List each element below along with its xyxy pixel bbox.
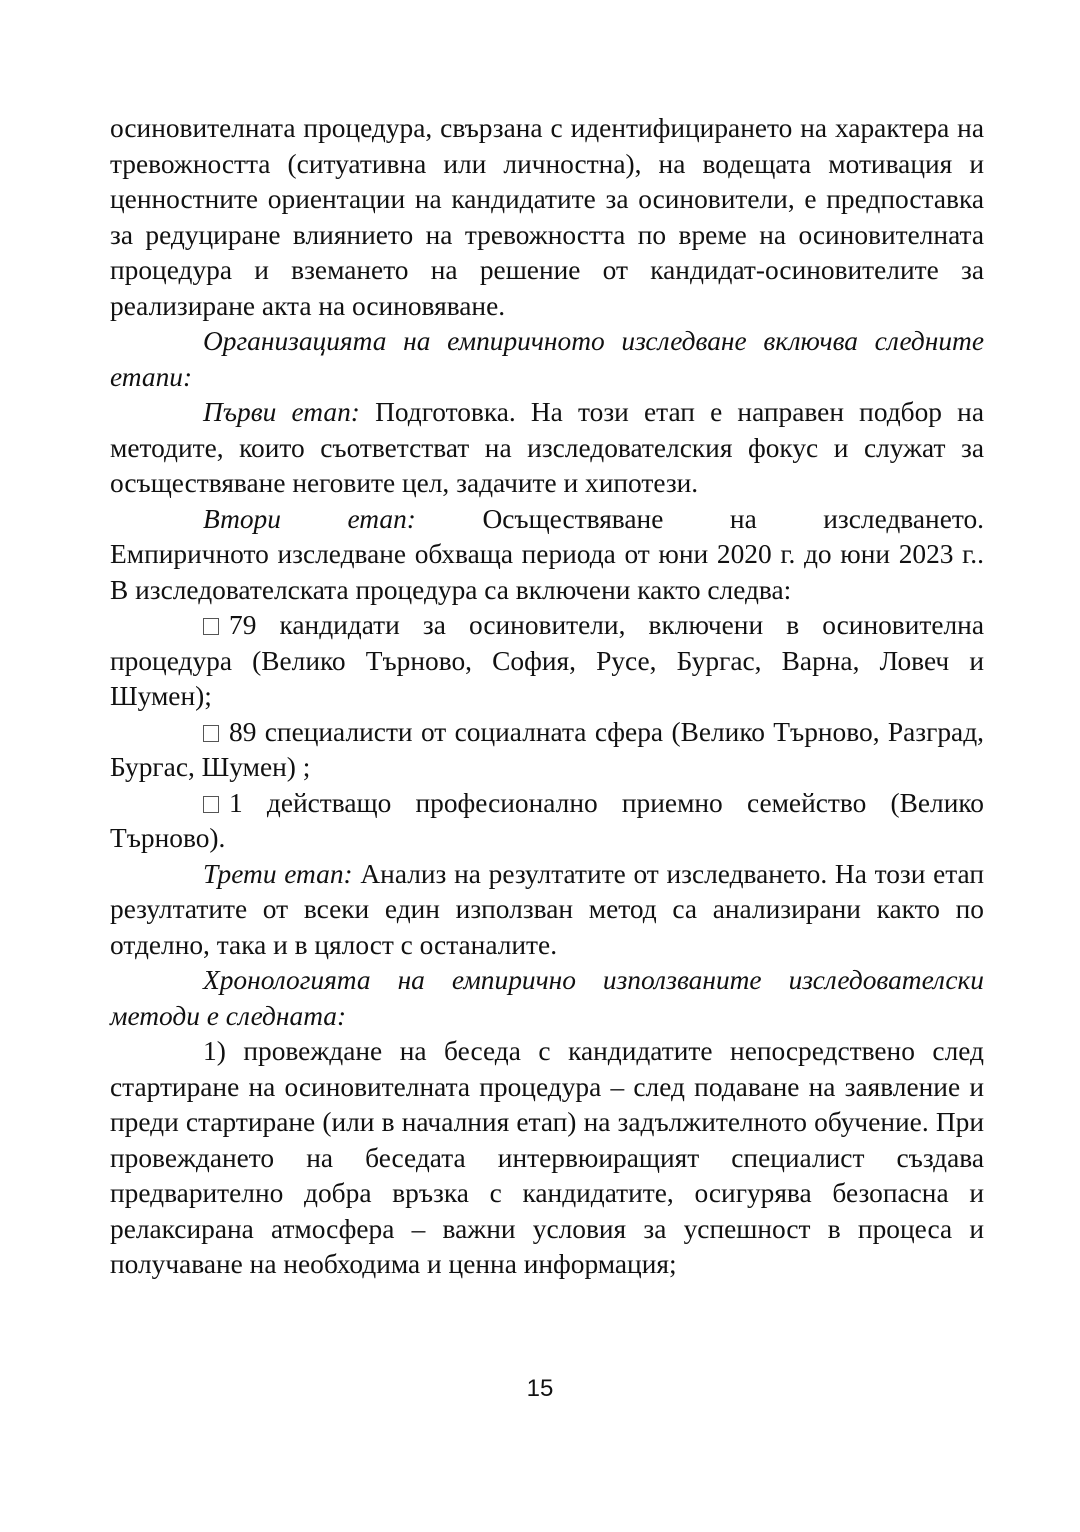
- stage-one-label: Първи етап:: [203, 397, 360, 427]
- page-number: 15: [526, 1375, 554, 1402]
- body-text: [110, 111, 984, 1283]
- paragraph-organization-heading: Организацията на емпиричното изследване включва следните етапи:: [110, 326, 984, 392]
- paragraph-stage-two-continuation: Емпиричното изследване обхваща периода от юни 2020 г. до юни 2023 г.. В изследователската процедура са включени както следва:: [110, 539, 984, 605]
- list-item-text: 79 кандидати за осиновители, включени в осиновителна процедура (Велико Търново, София, Русе, Бургас, Варна, Ловеч и Шумен);: [110, 610, 984, 711]
- paragraph-stage-three: [110, 857, 984, 964]
- checkbox-bullet-icon: [203, 796, 219, 813]
- checkbox-bullet-icon: [203, 725, 219, 742]
- stage-one-text: Подготовка. На този етап е направен подбор на методите, които съответстват на изследователския фокус и служат за осъществяване неговите цел, задачите и хипотези.: [110, 397, 984, 498]
- paragraph-stage-two: [110, 502, 984, 538]
- checkbox-bullet-icon: [203, 618, 219, 635]
- paragraph-intro-continuation: осиновителната процедура, свързана с идентифицирането на характера на тревожността (ситуативна или личностна), на водещата мотивация и ценностните ориентации на кандидатите за осиновители, е предпоставка за редуциране влиянието на тревожността по време на осиновителната процедура и вземането на решение от кандидат-осиновителите за реализиране акта на осиновяване.: [110, 113, 984, 321]
- paragraph-method-one: 1) провеждане на беседа с кандидатите непосредствено след стартиране на осиновителната процедура – след подаване на заявление и преди стартиране (или в началния етап) на задължителното обучение. При провеждането на беседата интервюиращият специалист създава предварително добра връзка с кандидатите, осигурява безопасна и релаксирана атмосфера – важни условия за успешност в процеса и получаване на необходима и ценна информация;: [110, 1036, 984, 1279]
- list-item-text: 1 действащо професионално приемно семейство (Велико Търново).: [110, 787, 984, 853]
- list-item-text: 89 специалисти от социалната сфера (Велико Търново, Разград, Бургас, Шумен) ;: [110, 716, 984, 782]
- paragraph-chronology-heading: Хронологията на емпирично използваните изследователски методи е следната:: [110, 965, 984, 1031]
- stage-two-label: Втори етап:: [203, 503, 416, 534]
- stage-two-text: Осъществяване на изследването.: [415, 503, 985, 534]
- list-item-specialists: [110, 715, 984, 786]
- list-item-candidates: [110, 608, 984, 715]
- paragraph-stage-one: [110, 395, 984, 502]
- stage-three-text: Анализ на резултатите от изследването. На този етап резултатите от всеки един използван метод са анализирани както по отделно, така и в цялост с останалите.: [110, 858, 984, 960]
- stage-three-label: Трети етап:: [203, 858, 353, 889]
- list-item-foster-family: [110, 786, 984, 857]
